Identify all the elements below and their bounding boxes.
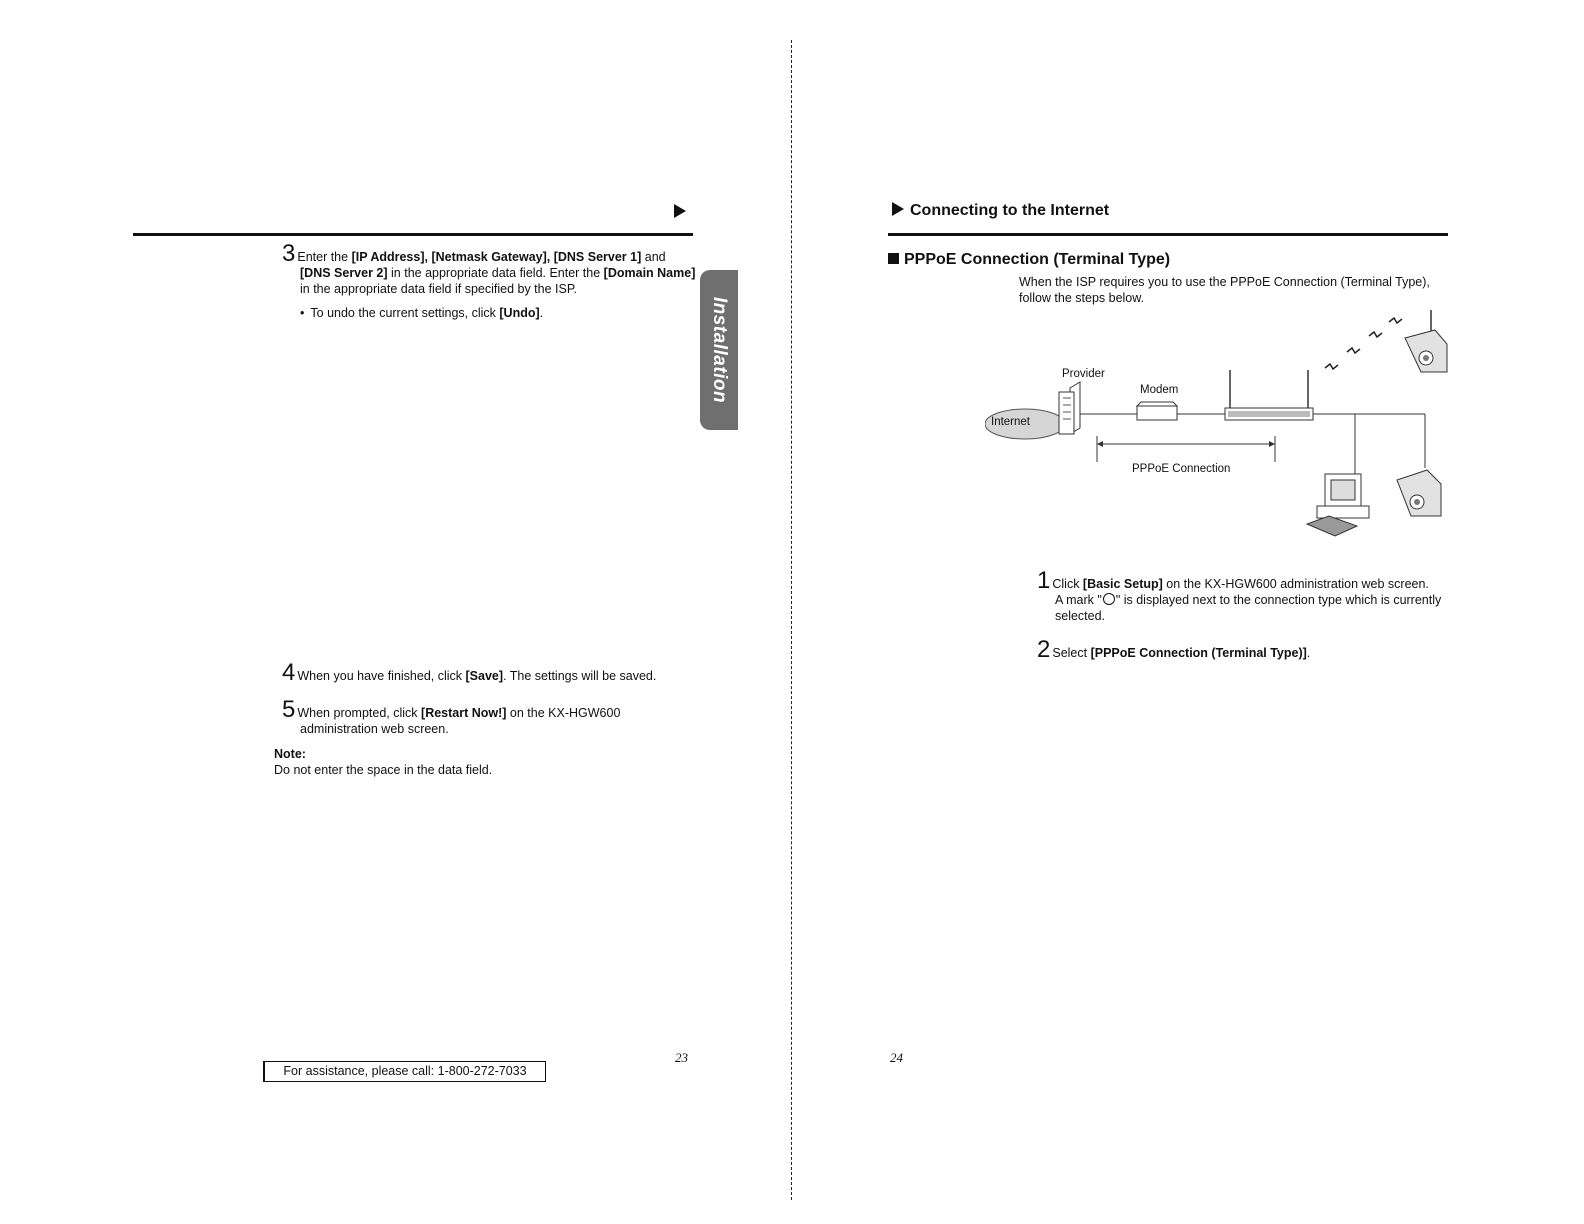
- left-header-rule: [133, 233, 693, 236]
- intro-text: When the ISP requires you to use the PPPoE Connection (Terminal Type), follow the steps below.: [1019, 275, 1430, 305]
- page-number-right: 24: [890, 1050, 903, 1065]
- arrow-icon: [890, 201, 906, 217]
- circle-mark-icon: [1103, 593, 1115, 605]
- note: [274, 746, 694, 778]
- undo-bullet: • To undo the current settings, click [Undo].: [300, 306, 544, 320]
- router-icon: [1225, 370, 1313, 420]
- step-2: 2 Select [PPPoE Connection (Terminal Type)].: [1037, 636, 1311, 663]
- note-title: Note:: [274, 747, 306, 761]
- step-3: 3 Enter the [IP Address], [Netmask Gateway], [DNS Server 1] and [DNS Server 2] in the appropriate data field. Enter the [Domain Name] in the appropriate data field if specified by the ISP. • To undo the current settings, click [Undo].: [282, 240, 696, 320]
- step-number: 3: [282, 240, 296, 267]
- step-3-line3: in the appropriate data field if specified by the ISP.: [300, 282, 578, 296]
- page-divider: [791, 40, 792, 1200]
- network-diagram-svg: [985, 310, 1455, 560]
- note-text: Do not enter the space in the data field.: [274, 763, 493, 777]
- section-title: PPPoE Connection (Terminal Type): [888, 251, 1170, 269]
- arrow-icon: [672, 203, 688, 224]
- internet-label: Internet: [991, 416, 1030, 428]
- wireless-signal-icon: [1325, 318, 1402, 369]
- provider-label: Provider: [1062, 368, 1105, 380]
- installation-side-tab: Installation: [700, 270, 738, 430]
- computer-icon: [1307, 474, 1369, 536]
- pppoe-connection-label: PPPoE Connection: [1132, 463, 1231, 475]
- square-bullet-icon: [888, 253, 899, 264]
- right-header-rule: [888, 233, 1448, 236]
- network-diagram: [985, 310, 1455, 560]
- network-camera-icon: [1405, 310, 1447, 372]
- provider-building-icon: [1059, 382, 1080, 434]
- network-camera-icon-2: [1397, 470, 1441, 516]
- step-4: 4 When you have finished, click [Save]. The settings will be saved.: [282, 659, 657, 686]
- page-number-left: 23: [675, 1050, 688, 1065]
- step-5: 5 When prompted, click [Restart Now!] on the KX-HGW600 administration web screen.: [282, 696, 621, 736]
- section-header: Connecting to the Internet: [890, 201, 1109, 220]
- modem-icon: [1137, 402, 1177, 420]
- assistance-box: For assistance, please call: 1-800-272-7033: [263, 1061, 546, 1082]
- field-names: [IP Address], [Netmask Gateway], [DNS Server 1]: [351, 250, 642, 264]
- modem-label: Modem: [1140, 384, 1179, 396]
- step-1: 1 Click [Basic Setup] on the KX-HGW600 administration web screen. A mark " " is displayed next to the connection type which is currently selected.: [1037, 567, 1442, 623]
